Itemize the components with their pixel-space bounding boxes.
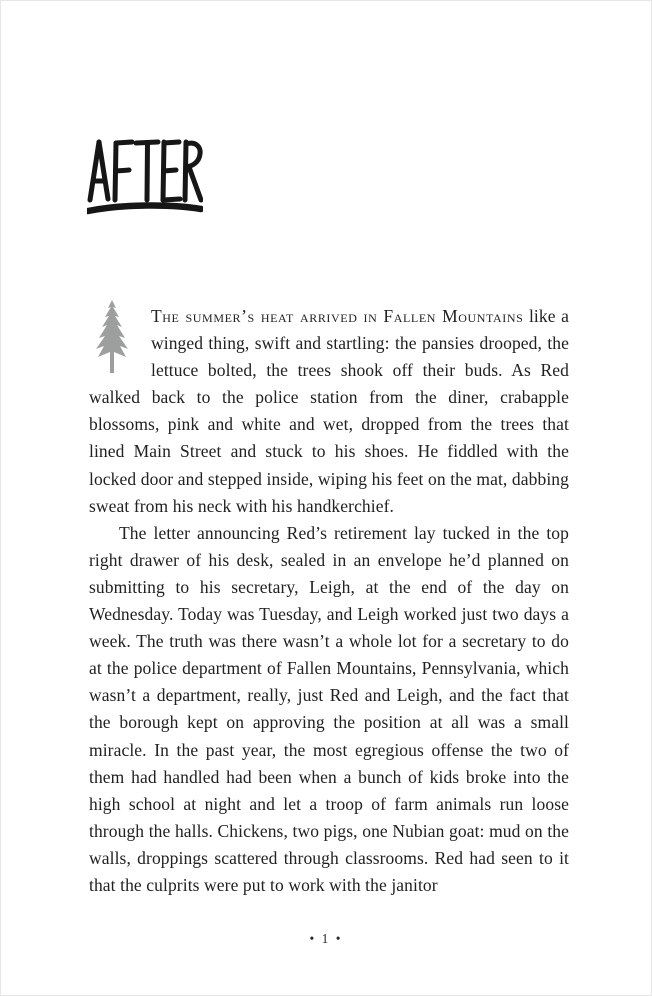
chapter-title-underline-icon	[88, 205, 201, 211]
paragraph-text: The letter announcing Red’s retirement lay tucked in the top right drawer of his desk, sealed in an envelope he’d planned on submitting to his secretary, Leigh, at the end of the day on Wednesday. Today was Tuesday, and Leigh worked just two days a week. The truth was there wasn’t a whole lot for a secretary to do at the police department of Fallen Mountains, Pennsylvania, which wasn’t a department, really, just Red and Leigh, and the fact that the borough kept on approving the position at all was a small miracle. In the past year, the most egregious offense the two of them had handled had been when a bunch of kids broke into the high school at night and let a troop of farm animals run loose through the halls. Chickens, two pigs, one Nubian goat: mud on the walls, droppings scattered through classrooms. Red had seen to it that the culprits were put to work with the janitor	[89, 522, 569, 895]
paragraph	[89, 520, 569, 899]
opening-paragraph	[89, 303, 569, 520]
page-number: • 1 •	[309, 931, 343, 946]
pine-tree-icon	[89, 299, 135, 377]
chapter-body	[89, 303, 569, 899]
chapter-title	[87, 139, 207, 225]
opening-smallcaps: The summer’s heat arrived in Fallen Mountains	[151, 306, 524, 326]
opening-paragraph-text: like a winged thing, swift and startling: the pansies drooped, the lettuce bolted, the trees shook off their buds. As Red walked back to the police station from the diner, crabapple blossoms, pink and white and wet, dropped from the trees that lined Main Street and stuck to his shoes. He fiddled with the locked door and stepped inside, wiping his feet on the mat, dabbing sweat from his neck with his handkerchief.	[89, 306, 569, 516]
chapter-title-lettering	[87, 139, 203, 223]
